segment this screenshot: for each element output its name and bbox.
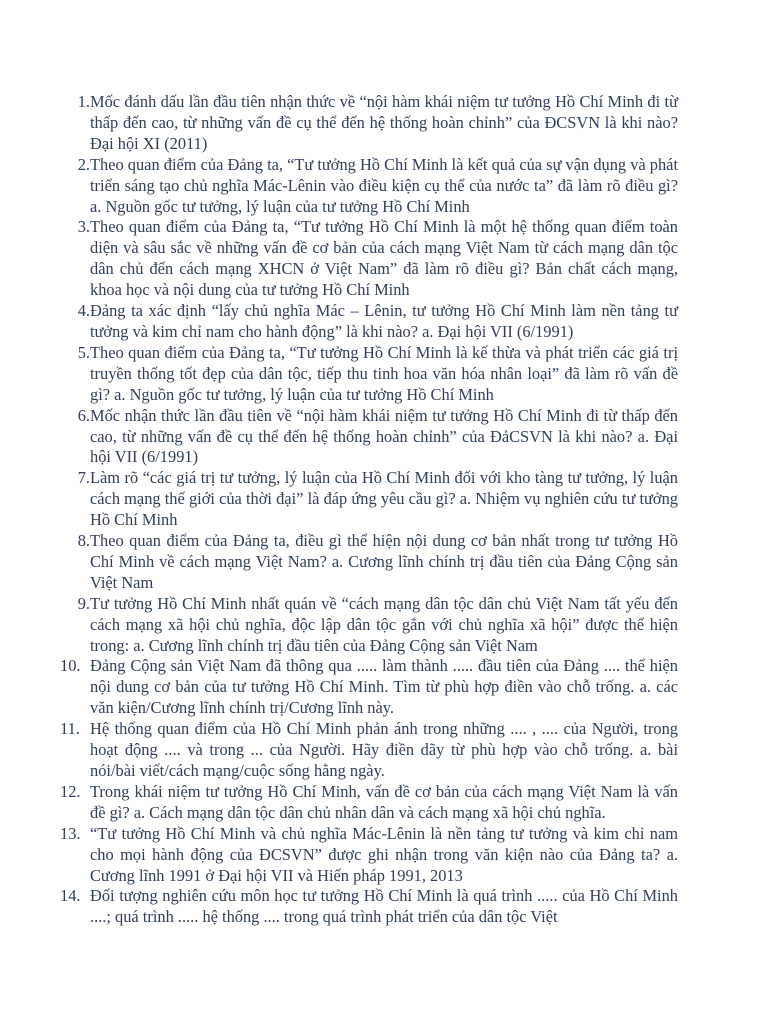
item-number: 8. [77, 531, 90, 551]
item-number: 7. [77, 468, 90, 488]
item-number: 2. [77, 154, 90, 174]
item-text: Đảng Cộng sản Việt Nam đã thông qua ..... làm thành ..... đầu tiên của Đảng .... thể hiện nội dung cơ bản của tư tưởng Hồ Chí Minh. Tìm từ phù hợp điền vào chỗ trống. a. các văn kiện/Cương lĩnh chính trị/Cương lĩnh này. [90, 656, 678, 718]
list-item [60, 155, 678, 218]
list-item [60, 217, 678, 301]
list-item [60, 782, 678, 824]
item-text: Tư tưởng Hồ Chí Minh nhất quán về “cách mạng dân tộc dân chủ Việt Nam tất yếu đến cách mạng xã hội chủ nghĩa, độc lập dân tộc gắn với chủ nghĩa xã hội” được thể hiện trong: a. Cương lĩnh chính trị đầu tiên của Đảng Cộng sản Việt Nam [90, 593, 678, 655]
list-item [60, 301, 678, 343]
item-number: 12. [60, 781, 81, 801]
item-text: Theo quan điểm của Đảng ta, “Tư tưởng Hồ Chí Minh là kết quả của sự vận dụng và phát triển sáng tạo chủ nghĩa Mác-Lênin vào điều kiện cụ thể của nước ta” đã làm rõ điều gì? a. Nguồn gốc tư tưởng, lý luận của tư tưởng Hồ Chí Minh [90, 154, 678, 216]
item-number: 5. [77, 342, 90, 362]
item-text: Mốc nhận thức lần đầu tiên về “nội hàm khái niệm tư tưởng Hồ Chí Minh đi từ thấp đến cao, từ những vấn đề cụ thể đến hệ thống hoàn chỉnh” của ĐảCSVN là khi nào? a. Đại hội VII (6/1991) [90, 405, 678, 467]
list-item [60, 594, 678, 657]
list-item [60, 92, 678, 155]
item-number: 6. [77, 405, 90, 425]
item-text: Đảng ta xác định “lấy chủ nghĩa Mác – Lênin, tư tưởng Hồ Chí Minh làm nền tảng tư tưởng và kim chỉ nam cho hành động” là khi nào? a. Đại hội VII (6/1991) [90, 301, 678, 341]
list-item [60, 886, 678, 928]
item-text: Đối tượng nghiên cứu môn học tư tưởng Hồ Chí Minh là quá trình ..... của Hồ Chí Minh ....; quá trình ..... hệ thống .... trong quá trình phát triển của dân tộc Việt [90, 886, 678, 927]
list-item [60, 719, 678, 782]
item-number: 9. [77, 593, 90, 613]
item-text: Hệ thống quan điểm của Hồ Chí Minh phản ánh trong những .... , .... của Người, trong hoạt động .... và trong ... của Người. Hãy điền dãy từ phù hợp vào chỗ trống. a. bài nói/bài viết/cách mạng/cuộc sống hằng ngày. [90, 719, 678, 780]
item-text: Mốc đánh dấu lần đầu tiên nhận thức về “nội hàm khái niệm tư tưởng Hồ Chí Minh đi từ thấp đến cao, từ những vấn đề cụ thể đến hệ thống hoàn chỉnh” của ĐCSVN là khi nào? Đại hội XI (2011) [90, 92, 678, 153]
item-text: Trong khái niệm tư tưởng Hồ Chí Minh, vấn đề cơ bản của cách mạng Việt Nam là vấn đề gì? a. Cách mạng dân tộc dân chủ nhân dân và cách mạng xã hội chủ nghĩa. [90, 781, 678, 822]
list-item [60, 406, 678, 469]
item-number: 1. [77, 92, 90, 111]
list-item [60, 343, 678, 406]
item-number: 14. [60, 886, 81, 906]
item-number: 4. [77, 301, 90, 321]
item-text: Theo quan điểm của Đảng ta, “Tư tưởng Hồ Chí Minh là kế thừa và phát triển các giá trị truyền thống tốt đẹp của dân tộc, tiếp thu tinh hoa văn hóa nhân loại” đã làm rõ vấn đề gì? a. Nguồn gốc tư tưởng, lý luận của tư tưởng Hồ Chí Minh [90, 342, 678, 404]
item-number: 3. [77, 217, 90, 237]
item-text: Làm rõ “các giá trị tư tưởng, lý luận của Hồ Chí Minh đối với kho tàng tư tưởng, lý luận cách mạng thế giới của thời đại” là đáp ứng yêu cầu gì? a. Nhiệm vụ nghiên cứu tư tưởng Hồ Chí Minh [90, 468, 678, 530]
list-item [60, 531, 678, 594]
list-item [60, 656, 678, 719]
list-item [60, 824, 678, 887]
item-number: 10. [60, 656, 81, 676]
question-list [60, 92, 678, 928]
item-text: “Tư tưởng Hồ Chí Minh và chủ nghĩa Mác-Lênin là nền tảng tư tưởng và kim chỉ nam cho mọi hành động của ĐCSVN” được ghi nhận trong văn kiện nào của Đảng ta? a. Cương lĩnh 1991 ở Đại hội VII và Hiến pháp 1991, 2013 [90, 823, 678, 885]
item-text: Theo quan điểm của Đảng ta, điều gì thể hiện nội dung cơ bản nhất trong tư tưởng Hồ Chí Minh về cách mạng Việt Nam? a. Cương lĩnh chính trị đầu tiên của Đảng Cộng sản Việt Nam [90, 531, 678, 592]
item-number: 11. [60, 719, 80, 739]
item-number: 13. [60, 823, 81, 843]
item-text: Theo quan điểm của Đảng ta, “Tư tưởng Hồ Chí Minh là một hệ thống quan điểm toàn diện và sâu sắc về những vấn đề cơ bản của cách mạng Việt Nam từ cách mạng dân tộc dân chủ đến cách mạng XHCN ở Việt Nam” đã làm rõ điều gì? Bản chất cách mạng, khoa học và nội dung của tư tưởng Hồ Chí Minh [90, 217, 678, 300]
list-item [60, 468, 678, 531]
